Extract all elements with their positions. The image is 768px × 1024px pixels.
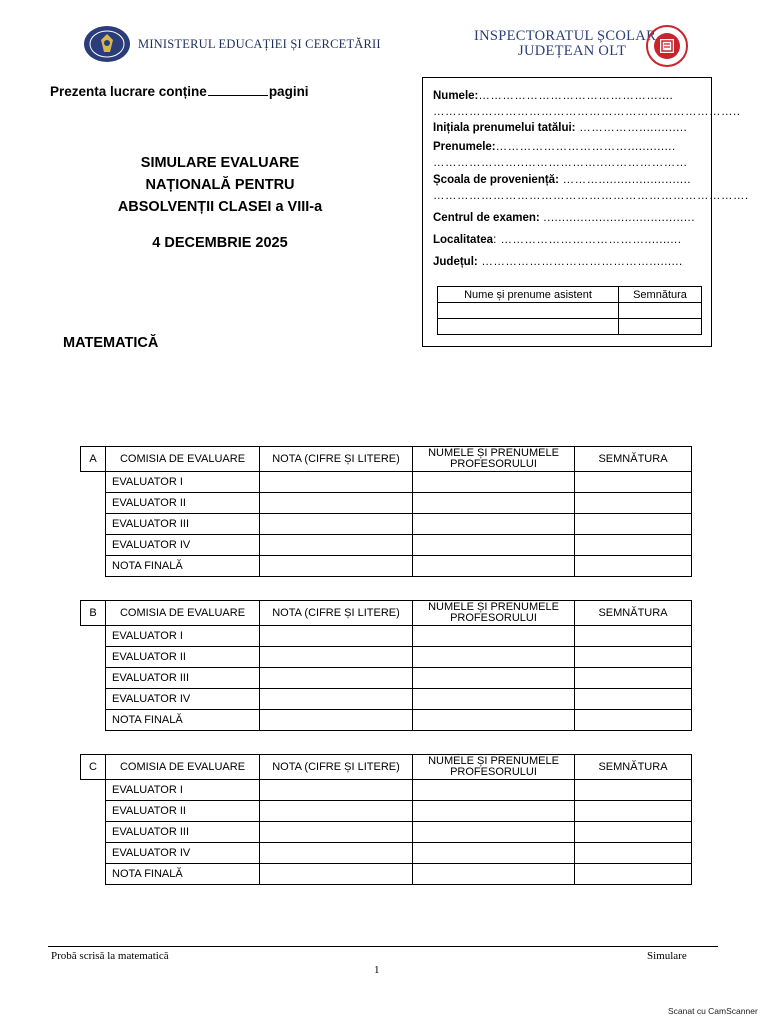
assistant-signature-cell[interactable] — [619, 303, 702, 319]
grade-cell[interactable] — [260, 556, 413, 577]
eval-table-letter: B — [81, 601, 106, 626]
header-comisia: COMISIA DE EVALUARE — [106, 755, 260, 780]
title-line2: NAȚIONALĂ PENTRU — [145, 177, 295, 193]
row-label: EVALUATOR II — [106, 493, 260, 514]
table-row — [81, 514, 692, 535]
row-label: EVALUATOR IV — [106, 843, 260, 864]
teacher-name-cell[interactable] — [413, 472, 575, 493]
header-semnatura: SEMNĂTURA — [575, 755, 692, 780]
grade-cell[interactable] — [260, 668, 413, 689]
teacher-name-cell[interactable] — [413, 689, 575, 710]
footer-divider — [48, 946, 718, 947]
assistant-header-row — [438, 287, 702, 303]
signature-cell[interactable] — [575, 535, 692, 556]
title-line1: SIMULARE EVALUARE — [140, 155, 300, 171]
table-row — [81, 556, 692, 577]
teacher-name-cell[interactable] — [413, 626, 575, 647]
header-numele-line1: NUMELE ȘI PRENUMELE — [428, 447, 559, 459]
centrul-label: Centrul de examen: — [433, 212, 540, 224]
ministry-name: MINISTERUL EDUCAȚIEI ȘI CERCETĂRII — [138, 36, 381, 51]
header-numele-line1: NUMELE ȘI PRENUMELE — [428, 755, 559, 767]
table-row — [81, 647, 692, 668]
prenumele-dots-2: …………………..………………..………………… — [433, 157, 688, 169]
eval-header-row — [81, 755, 692, 780]
scoala-dots-2: ……………………………………………………………………. — [433, 190, 749, 202]
table-row — [81, 472, 692, 493]
prenumele-field-cont[interactable] — [433, 157, 701, 169]
header-semnatura: SEMNĂTURA — [575, 447, 692, 472]
header-numele — [413, 755, 575, 780]
signature-cell[interactable] — [575, 493, 692, 514]
centrul-dots: ......................................... — [539, 212, 695, 224]
table-row — [81, 710, 692, 731]
header-comisia: COMISIA DE EVALUARE — [106, 447, 260, 472]
pages-prefix: Prezenta lucrare conține — [50, 84, 207, 99]
numele-field[interactable] — [433, 90, 701, 102]
footer-right-text: Simulare — [647, 950, 687, 962]
signature-cell[interactable] — [575, 647, 692, 668]
grade-cell[interactable] — [260, 689, 413, 710]
row-label: EVALUATOR IV — [106, 535, 260, 556]
scanner-watermark: Scanat cu CamScanner — [668, 1006, 758, 1016]
numele-field-cont[interactable] — [433, 106, 741, 118]
table-row — [81, 626, 692, 647]
grade-cell[interactable] — [260, 472, 413, 493]
assistant-signature-header: Semnătura — [619, 287, 702, 303]
signature-cell[interactable] — [575, 710, 692, 731]
signature-cell[interactable] — [575, 822, 692, 843]
eval-header-row — [81, 601, 692, 626]
candidate-info-box — [422, 77, 749, 347]
localitatea-label: Localitatea — [433, 234, 494, 246]
ministry-header — [82, 24, 381, 64]
assistant-table — [437, 286, 702, 335]
row-label: NOTA FINALĂ — [106, 710, 260, 731]
initiala-dots: ……………............. — [575, 122, 688, 134]
evaluation-table-b — [80, 600, 692, 731]
grade-cell[interactable] — [260, 626, 413, 647]
row-label: EVALUATOR I — [106, 780, 260, 801]
footer-left-text: Probă scrisă la matematică — [51, 950, 169, 962]
localitatea-field[interactable] — [433, 234, 701, 246]
eval-table-letter: C — [81, 755, 106, 780]
signature-cell[interactable] — [575, 801, 692, 822]
exam-date: 4 DECEMBRIE 2025 — [152, 235, 288, 251]
prenumele-dots: ……………………………............. — [495, 141, 676, 153]
table-row — [81, 843, 692, 864]
table-row — [81, 864, 692, 885]
signature-cell[interactable] — [575, 626, 692, 647]
table-row — [81, 493, 692, 514]
isj-olt-logo-icon — [640, 24, 698, 68]
signature-cell[interactable] — [575, 668, 692, 689]
header-comisia: COMISIA DE EVALUARE — [106, 601, 260, 626]
judetul-label: Județul: — [433, 256, 478, 268]
header-nota: NOTA (CIFRE ȘI LITERE) — [260, 755, 413, 780]
eval-table-letter: A — [81, 447, 106, 472]
signature-cell[interactable] — [575, 864, 692, 885]
title-line3: ABSOLVENȚII CLASEI a VIII-a — [117, 199, 323, 215]
teacher-name-cell[interactable] — [413, 710, 575, 731]
header-numele — [413, 447, 575, 472]
teacher-name-cell[interactable] — [413, 801, 575, 822]
table-row — [81, 535, 692, 556]
teacher-name-cell[interactable] — [413, 535, 575, 556]
scoala-field[interactable] — [433, 174, 701, 186]
exam-subject: MATEMATICĂ — [63, 335, 159, 351]
exam-title — [60, 152, 380, 218]
initiala-field[interactable] — [433, 122, 701, 134]
header-numele-line2: PROFESORULUI — [450, 766, 537, 778]
signature-cell[interactable] — [575, 514, 692, 535]
row-label: EVALUATOR II — [106, 801, 260, 822]
pages-suffix: pagini — [268, 84, 309, 99]
pages-blank-field[interactable] — [208, 85, 268, 96]
assistant-signature-cell[interactable] — [619, 319, 702, 335]
grade-cell[interactable] — [260, 843, 413, 864]
scoala-label: Școala de proveniență: — [433, 174, 559, 186]
evaluation-table-c — [80, 754, 692, 885]
row-label: NOTA FINALĂ — [106, 556, 260, 577]
teacher-name-cell[interactable] — [413, 647, 575, 668]
teacher-name-cell[interactable] — [413, 780, 575, 801]
localitatea-dots: : ……………………………….......... — [493, 234, 682, 246]
grade-cell[interactable] — [260, 535, 413, 556]
evaluation-table-a — [80, 446, 692, 577]
grade-cell[interactable] — [260, 710, 413, 731]
initiala-label: Inițiala prenumelui tatălui: — [433, 122, 576, 134]
teacher-name-cell[interactable] — [413, 822, 575, 843]
table-row — [81, 689, 692, 710]
numele-dots: ……………………………………….... — [478, 90, 674, 102]
row-label: EVALUATOR III — [106, 822, 260, 843]
signature-cell[interactable] — [575, 472, 692, 493]
row-label: EVALUATOR I — [106, 626, 260, 647]
page-number: 1 — [374, 964, 380, 976]
pages-count-line — [50, 84, 309, 99]
signature-cell[interactable] — [575, 843, 692, 864]
grade-cell[interactable] — [260, 647, 413, 668]
signature-cell[interactable] — [575, 689, 692, 710]
signature-cell[interactable] — [575, 556, 692, 577]
assistant-name-header: Nume și prenume asistent — [438, 287, 619, 303]
header-numele-line2: PROFESORULUI — [450, 612, 537, 624]
grade-cell[interactable] — [260, 780, 413, 801]
teacher-name-cell[interactable] — [413, 493, 575, 514]
row-label: EVALUATOR II — [106, 647, 260, 668]
teacher-name-cell[interactable] — [413, 864, 575, 885]
judetul-dots: ……………………………………......... — [477, 256, 683, 268]
teacher-name-cell[interactable] — [413, 668, 575, 689]
assistant-row — [438, 319, 702, 335]
grade-cell[interactable] — [260, 493, 413, 514]
prenumele-field[interactable] — [433, 141, 701, 153]
isj-header — [472, 24, 702, 70]
row-label: NOTA FINALĂ — [106, 864, 260, 885]
header-numele-line1: NUMELE ȘI PRENUMELE — [428, 601, 559, 613]
teacher-name-cell[interactable] — [413, 514, 575, 535]
isj-name-line1: INSPECTORATUL ȘCOLAR — [474, 28, 657, 44]
table-row — [81, 780, 692, 801]
assistant-name-cell[interactable] — [438, 319, 619, 335]
grade-cell[interactable] — [260, 801, 413, 822]
table-row — [81, 801, 692, 822]
table-row — [81, 822, 692, 843]
header-semnatura: SEMNĂTURA — [575, 601, 692, 626]
eval-header-row — [81, 447, 692, 472]
assistant-name-cell[interactable] — [438, 303, 619, 319]
grade-cell[interactable] — [260, 822, 413, 843]
header-nota: NOTA (CIFRE ȘI LITERE) — [260, 601, 413, 626]
grade-cell[interactable] — [260, 514, 413, 535]
teacher-name-cell[interactable] — [413, 556, 575, 577]
signature-cell[interactable] — [575, 780, 692, 801]
row-label: EVALUATOR IV — [106, 689, 260, 710]
table-row — [81, 668, 692, 689]
judetul-field[interactable] — [433, 256, 701, 268]
numele-dots-2: ………………………………………………………………….. — [433, 106, 741, 118]
isj-name-line2: JUDEȚEAN OLT — [518, 43, 627, 59]
header-numele-line2: PROFESORULUI — [450, 458, 537, 470]
row-label: EVALUATOR I — [106, 472, 260, 493]
header-nota: NOTA (CIFRE ȘI LITERE) — [260, 447, 413, 472]
scoala-field-cont[interactable] — [433, 190, 749, 202]
row-label: EVALUATOR III — [106, 668, 260, 689]
grade-cell[interactable] — [260, 864, 413, 885]
centrul-field[interactable] — [433, 212, 701, 224]
prenumele-label: Prenumele: — [433, 141, 496, 153]
header-numele — [413, 601, 575, 626]
government-seal-icon — [82, 24, 132, 64]
row-label: EVALUATOR III — [106, 514, 260, 535]
assistant-row — [438, 303, 702, 319]
scoala-dots: ………......................... — [558, 174, 691, 186]
numele-label: Numele: — [433, 90, 479, 102]
teacher-name-cell[interactable] — [413, 843, 575, 864]
